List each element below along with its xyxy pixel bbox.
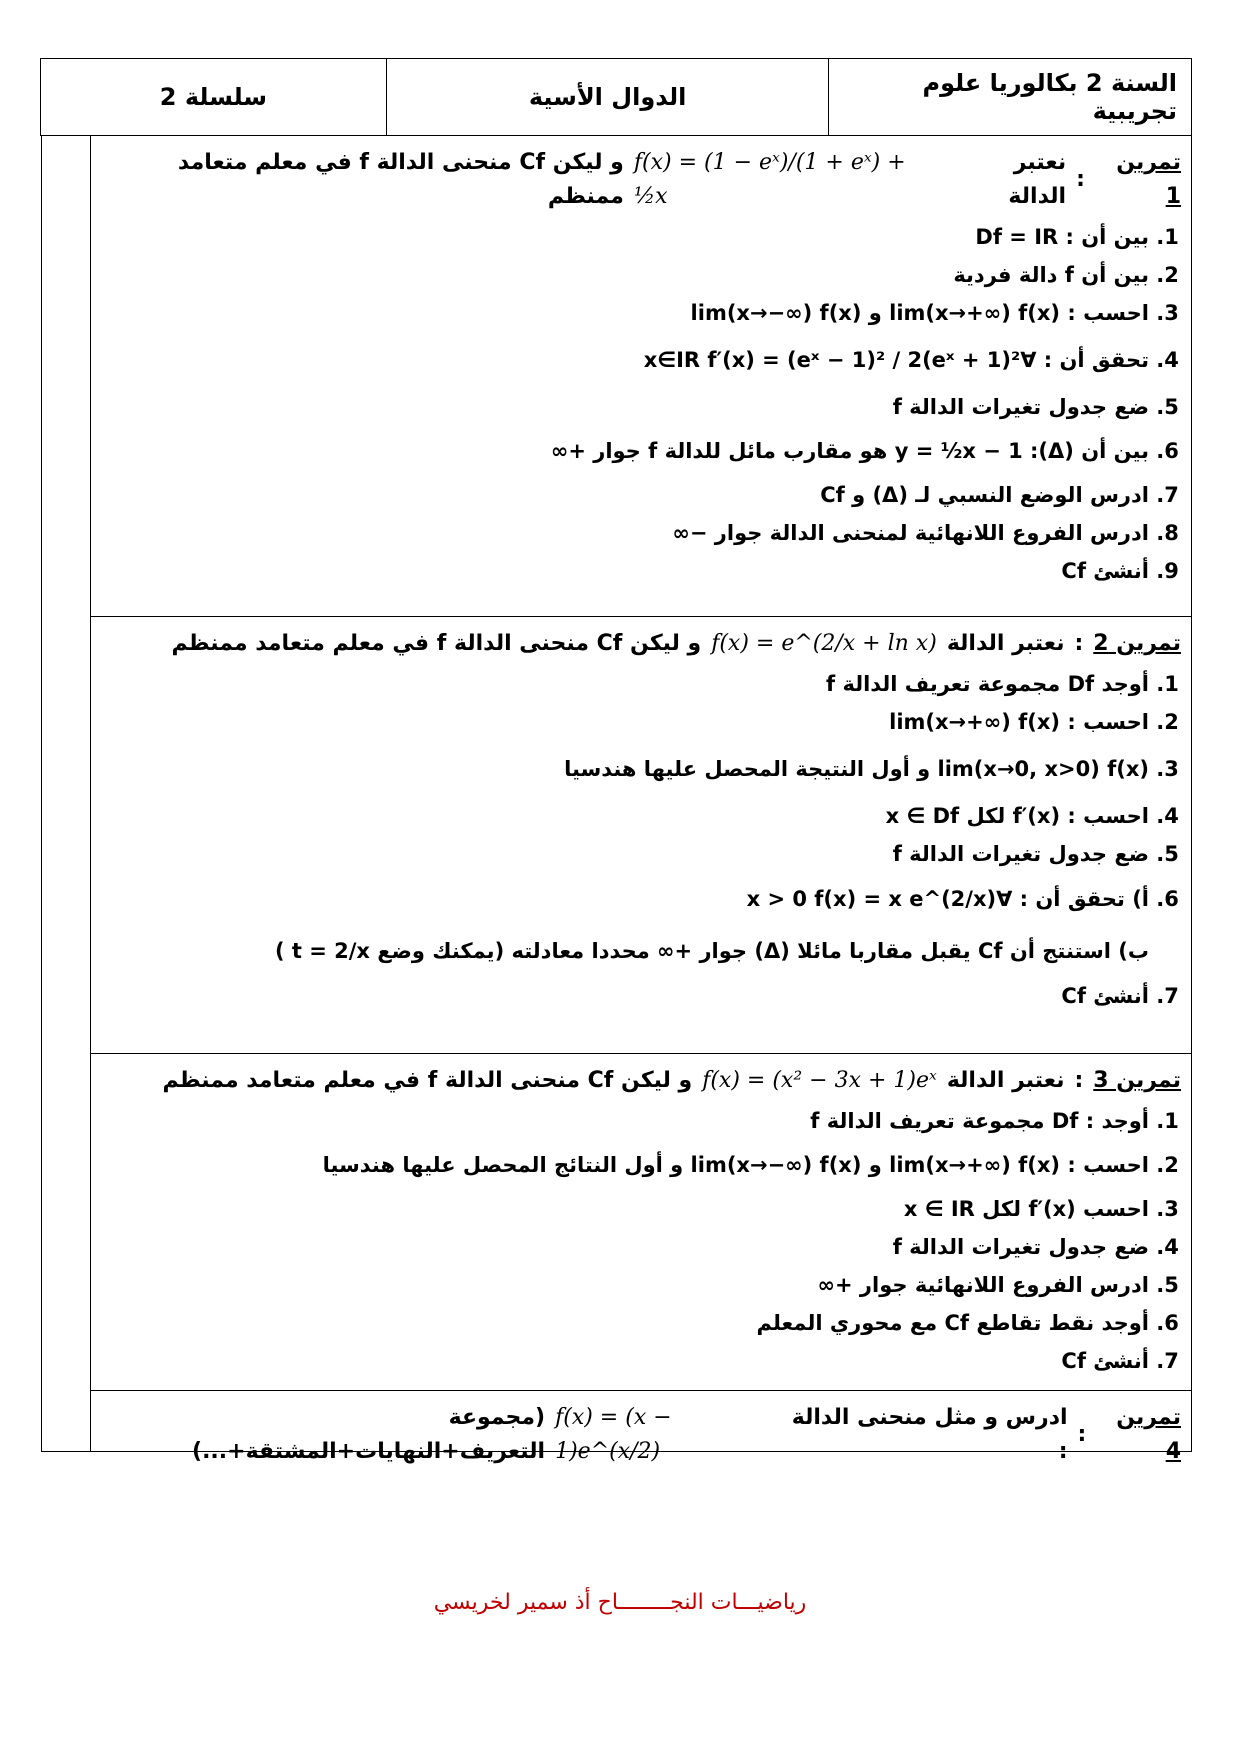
list-item: 8. ادرس الفروع اللانهائية لمنحنى الدالة جوار −∞ [104, 514, 1149, 552]
page-title: الدوال الأسية [386, 59, 829, 136]
exercise-1-function: f(x) = (1 − eˣ)/(1 + eˣ) + ½x [633, 150, 906, 209]
list-item: 5. ضع جدول تغيرات الدالة f [104, 835, 1149, 873]
list-item: ب) استنتج أن Cf يقبل مقاربا مائلا (Δ) جوار +∞ محددا معادلته (يمكنك وضع t = 2/x ) [274, 939, 1149, 963]
list-item: 4. احسب : f′(x) لكل x ∈ Df [104, 797, 1149, 835]
list-item: 7. ادرس الوضع النسبي لـ (Δ) و Cf [104, 476, 1149, 514]
worksheet [40, 58, 1192, 1464]
exercise-3-header: تمرين 3 : نعتبر الدالة f(x) = (x² − 3x + 1)eˣ و ليكن Cf منحنى الدالة f في معلم متعامد ممنظم [104, 1064, 1181, 1098]
exercise-1-label: تمرين 1 [1116, 150, 1181, 209]
exercise-3-items [104, 1102, 1181, 1380]
exercise-4-intro-b: (مجموعة التعريف+النهايات+المشتقة+...) [192, 1405, 546, 1464]
list-item: 4. ضع جدول تغيرات الدالة f [104, 1228, 1149, 1266]
exercise-2 [90, 617, 1191, 1054]
list-item: 3. احسب f′(x) لكل x ∈ IR [104, 1190, 1149, 1228]
exercise-4-function: f(x) = (x − 1)e^(x/2) [555, 1405, 672, 1464]
list-item: 2. احسب : lim(x→+∞) f(x) و lim(x→−∞) f(x) و أول النتائج المحصل عليها هندسيا [104, 1140, 1149, 1190]
exercise-2-intro-a: نعتبر الدالة [946, 631, 1065, 656]
list-item: 3. lim(x→0, x>0) f(x) و أول النتيجة المحصل عليها هندسيا [104, 741, 1149, 797]
margin-divider [90, 136, 91, 1451]
exercise-2-function: f(x) = e^(2/x + ln x) [711, 631, 937, 656]
exercise-3-function: f(x) = (x² − 3x + 1)eˣ [702, 1068, 937, 1093]
exercise-3 [90, 1054, 1191, 1391]
list-item: 5. ادرس الفروع اللانهائية جوار +∞ [104, 1266, 1149, 1304]
list-item: 2. بين أن f دالة فردية [104, 256, 1149, 294]
exercise-4 [90, 1391, 1191, 1464]
list-item: 3. احسب : lim(x→+∞) f(x) و lim(x→−∞) f(x) [104, 294, 1149, 332]
exercise-2-items [104, 665, 1181, 1015]
list-item: 1. أوجد Df مجموعة تعريف الدالة f [104, 665, 1149, 703]
list-item: 1. بين أن : Df = IR [104, 218, 1149, 256]
list-item: 7. أنشئ Cf [104, 1342, 1149, 1380]
exercise-1 [90, 136, 1191, 617]
series-label: سلسلة 2 [41, 59, 387, 136]
exercise-3-label: تمرين 3 [1093, 1068, 1181, 1093]
exercise-3-intro-a: نعتبر الدالة [946, 1068, 1065, 1093]
exercise-1-items [104, 218, 1181, 590]
exercise-4-intro-a: ادرس و مثل منحنى الدالة : [791, 1405, 1068, 1464]
exercise-1-intro-a: نعتبر الدالة [1008, 150, 1067, 209]
exercise-4-label: تمرين 4 [1116, 1405, 1181, 1464]
list-item: 9. أنشئ Cf [104, 552, 1149, 590]
header-table [40, 58, 1192, 136]
exercise-2-label: تمرين 2 [1093, 631, 1181, 656]
exercise-1-intro-b: و ليكن Cf منحنى الدالة f في معلم متعامد ممنظم [177, 150, 624, 209]
list-item: 7. أنشئ Cf [104, 977, 1149, 1015]
level-label: السنة 2 بكالوريا علوم تجريبية [829, 59, 1192, 136]
exercise-3-intro-b: و ليكن Cf منحنى الدالة f في معلم متعامد ممنظم [162, 1068, 693, 1093]
exercise-2-intro-b: و ليكن Cf منحنى الدالة f في معلم متعامد ممنظم [171, 631, 702, 656]
exercises-body [41, 136, 1192, 1464]
list-item: 6. أ) تحقق أن : ∀x > 0 f(x) = x e^(2/x) [104, 873, 1149, 925]
list-item: 4. تحقق أن : ∀x∈IR f′(x) = (eˣ − 1)² / 2(eˣ + 1)² [104, 332, 1149, 388]
list-item: 6. بين أن (Δ): y = ½x − 1 هو مقارب مائل للدالة f جوار +∞ [104, 426, 1149, 476]
list-item: 2. احسب : lim(x→+∞) f(x) [104, 703, 1149, 741]
list-item: 5. ضع جدول تغيرات الدالة f [104, 388, 1149, 426]
exercise-2-header: تمرين 2 : نعتبر الدالة f(x) = e^(2/x + ln x) و ليكن Cf منحنى الدالة f في معلم متعامد ممنظم [104, 627, 1181, 661]
footer-credit: رياضيـــات النجــــــــاح أذ سمير لخريسي [433, 1590, 807, 1615]
list-item: 1. أوجد : Df مجموعة تعريف الدالة f [104, 1102, 1149, 1140]
exercise-4-header: تمرين 4 : ادرس و مثل منحنى الدالة : f(x) = (x − 1)e^(x/2) (مجموعة التعريف+النهايات+المشتقة+...) [104, 1401, 1181, 1469]
list-item: 6. أوجد نقط تقاطع Cf مع محوري المعلم [104, 1304, 1149, 1342]
exercise-1-header: تمرين 1 : نعتبر الدالة f(x) = (1 − eˣ)/(1 + eˣ) + ½x و ليكن Cf منحنى الدالة f في معلم متعامد ممنظم [104, 146, 1181, 214]
